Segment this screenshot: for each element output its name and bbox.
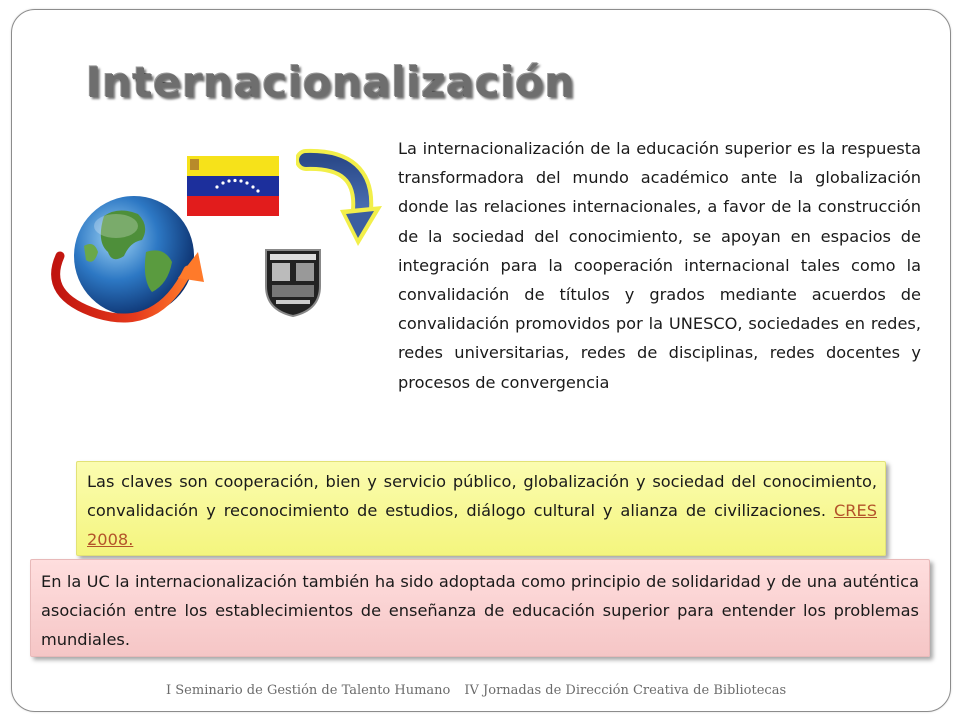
uc-statement-text: En la UC la internacionalización también ha sido adoptada como principio de solidaridad y de una auténtica asociación entre los establecimientos de enseñanza de educación superior para entender los problemas mundiales.	[41, 572, 919, 649]
university-shield	[262, 246, 324, 318]
key-concepts-text	[87, 467, 877, 554]
uc-statement-box	[30, 559, 930, 657]
key-concepts-body: Las claves son cooperación, bien y servicio público, globalización y sociedad del conocimiento, convalidación y reconocimiento de estudios, diálogo cultural y alianza de civilizaciones.	[87, 472, 877, 520]
slide-title: Internacionalización	[86, 58, 576, 107]
intro-paragraph: La internacionalización de la educación superior es la respuesta transformadora del mundo académico ante la globalización donde las relaciones internacionales, a favor de la construcción de la sociedad del conocimiento, se apoyan en espacios de integración para la cooperación internacional tales como la convalidación de títulos y grados mediante acuerdos de convalidación promovidos por la UNESCO, sociedades en redes, redes universitarias, redes de disciplinas, redes docentes y procesos de convergencia	[398, 139, 921, 392]
footer-left: I Seminario de Gestión de Talento Humano	[166, 683, 451, 698]
key-concepts-box	[76, 461, 886, 556]
cres-citation-link[interactable]: CRES 2008.	[87, 501, 877, 549]
footer-right: IV Jornadas de Dirección Creativa de Bibliotecas	[464, 683, 787, 698]
slide-footer	[166, 683, 786, 698]
curved-arrow-icon	[296, 148, 382, 258]
venezuela-flag	[187, 156, 279, 216]
